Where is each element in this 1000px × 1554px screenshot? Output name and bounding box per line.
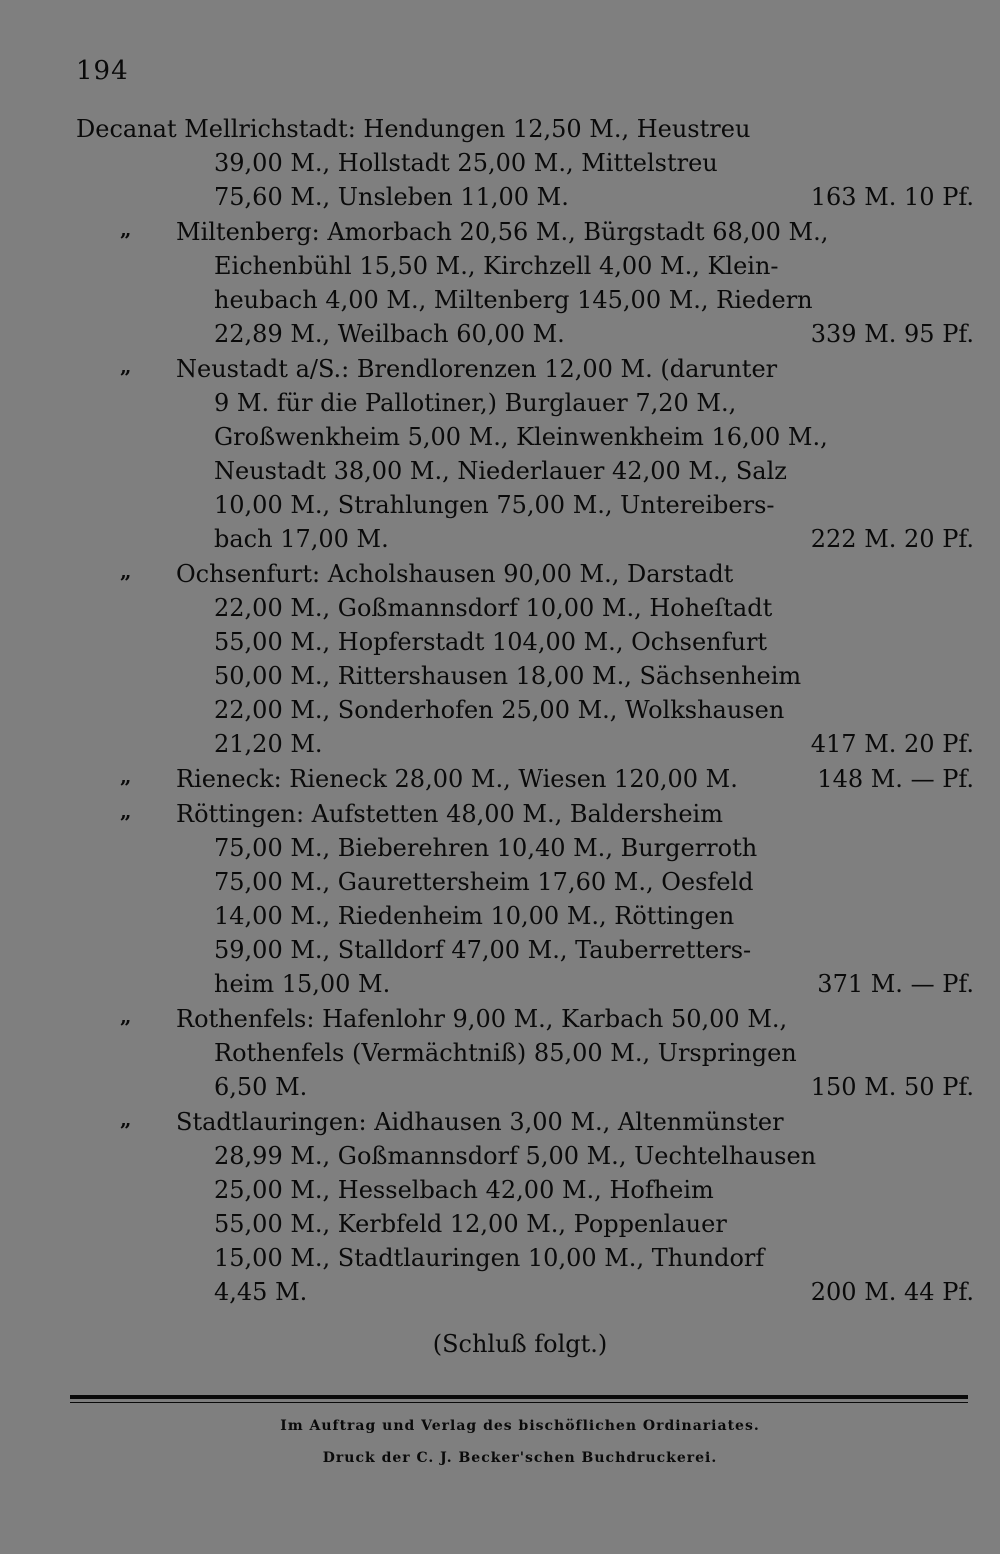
collection-entry <box>0 215 1000 351</box>
entry-line: Rothenfels: Hafenlohr 9,00 M., Karbach 50,00 M., <box>176 1005 788 1033</box>
page-number: 194 <box>76 56 129 86</box>
entry-line: 28,99 M., Goßmannsdorf 5,00 M., Uechtelhausen <box>214 1142 817 1170</box>
entry-line: Röttingen: Aufstetten 48,00 M., Baldersheim <box>176 800 723 828</box>
entry-total: 200 M. 44 Pf. <box>810 1278 974 1306</box>
collection-entry <box>0 1105 1000 1309</box>
collection-entry <box>0 112 1000 214</box>
entry-total: 339 M. 95 Pf. <box>810 320 974 348</box>
entry-line: 14,00 M., Riedenheim 10,00 M., Röttingen <box>214 902 735 930</box>
entry-line: 50,00 M., Rittershausen 18,00 M., Sächsenheim <box>214 662 802 690</box>
entry-line: Großwenkheim 5,00 M., Kleinwenkheim 16,00 M., <box>214 423 828 451</box>
ditto-mark: „ <box>120 354 132 378</box>
entry-line: 6,50 M. <box>214 1073 308 1101</box>
ditto-mark: „ <box>120 799 132 823</box>
entry-line: Rothenfels (Vermächtniß) 85,00 M., Urspringen <box>214 1039 797 1067</box>
entry-line: Stadtlauringen: Aidhausen 3,00 M., Altenmünster <box>176 1108 784 1136</box>
entry-line: Decanat Mellrichstadt: Hendungen 12,50 M., Heustreu <box>76 115 751 143</box>
entry-line: 10,00 M., Strahlungen 75,00 M., Untereibers- <box>214 491 775 519</box>
footer-rule-thin <box>70 1402 968 1403</box>
collection-entry <box>0 557 1000 761</box>
entry-line: Rieneck: Rieneck 28,00 M., Wiesen 120,00 M. <box>176 765 738 793</box>
ditto-mark: „ <box>120 764 132 788</box>
collection-entry <box>0 1002 1000 1104</box>
imprint-publisher: Im Auftrag und Verlag des bischöflichen Ordinariates. <box>280 1418 760 1434</box>
collection-entry <box>0 797 1000 1001</box>
entry-line: 21,20 M. <box>214 730 323 758</box>
entry-total: 417 M. 20 Pf. <box>810 730 974 758</box>
entry-line: 59,00 M., Stalldorf 47,00 M., Tauberretters- <box>214 936 752 964</box>
entry-line: 15,00 M., Stadtlauringen 10,00 M., Thundorf <box>214 1244 765 1272</box>
entry-total: 148 M. — Pf. <box>817 765 974 793</box>
entry-line: Neustadt a/S.: Brendlorenzen 12,00 M. (darunter <box>176 355 778 383</box>
continued-note: (Schluß folgt.) <box>432 1330 608 1358</box>
entry-line: Miltenberg: Amorbach 20,56 M., Bürgstadt 68,00 M., <box>176 218 829 246</box>
entry-line: 4,45 M. <box>214 1278 308 1306</box>
footer-rule-thick <box>70 1395 968 1399</box>
entry-line: 22,00 M., Sonderhofen 25,00 M., Wolkshausen <box>214 696 785 724</box>
entry-line: heim 15,00 M. <box>214 970 391 998</box>
entry-line: 25,00 M., Hesselbach 42,00 M., Hofheim <box>214 1176 714 1204</box>
entry-total: 222 M. 20 Pf. <box>810 525 974 553</box>
entry-line: 75,00 M., Bieberehren 10,40 M., Burgerroth <box>214 834 758 862</box>
collection-entry <box>0 762 1000 796</box>
entry-line: 55,00 M., Kerbfeld 12,00 M., Poppenlauer <box>214 1210 727 1238</box>
entry-line: bach 17,00 M. <box>214 525 389 553</box>
entry-line: 55,00 M., Hopferstadt 104,00 M., Ochsenfurt <box>214 628 768 656</box>
ditto-mark: „ <box>120 1107 132 1131</box>
imprint-printer: Druck der C. J. Becker'schen Buchdruckerei. <box>322 1450 718 1466</box>
entry-total: 150 M. 50 Pf. <box>810 1073 974 1101</box>
ditto-mark: „ <box>120 217 132 241</box>
entry-line: 75,00 M., Gaurettersheim 17,60 M., Oesfeld <box>214 868 754 896</box>
entry-line: heubach 4,00 M., Miltenberg 145,00 M., Riedern <box>214 286 813 314</box>
entry-line: Neustadt 38,00 M., Niederlauer 42,00 M., Salz <box>214 457 787 485</box>
ditto-mark: „ <box>120 559 132 583</box>
entry-line: 9 M. für die Pallotiner,) Burglauer 7,20 M., <box>214 389 737 417</box>
entry-line: 75,60 M., Unsleben 11,00 M. <box>214 183 569 211</box>
entry-total: 371 M. — Pf. <box>817 970 974 998</box>
entry-line: Eichenbühl 15,50 M., Kirchzell 4,00 M., Klein- <box>214 252 779 280</box>
entry-line: 22,89 M., Weilbach 60,00 M. <box>214 320 565 348</box>
ditto-mark: „ <box>120 1004 132 1028</box>
entry-line: Ochsenfurt: Acholshausen 90,00 M., Darstadt <box>176 560 734 588</box>
entry-total: 163 M. 10 Pf. <box>810 183 974 211</box>
collection-entry <box>0 352 1000 556</box>
entry-line: 22,00 M., Goßmannsdorf 10,00 M., Hoheſtadt <box>214 594 773 622</box>
entry-line: 39,00 M., Hollstadt 25,00 M., Mittelstreu <box>214 149 718 177</box>
